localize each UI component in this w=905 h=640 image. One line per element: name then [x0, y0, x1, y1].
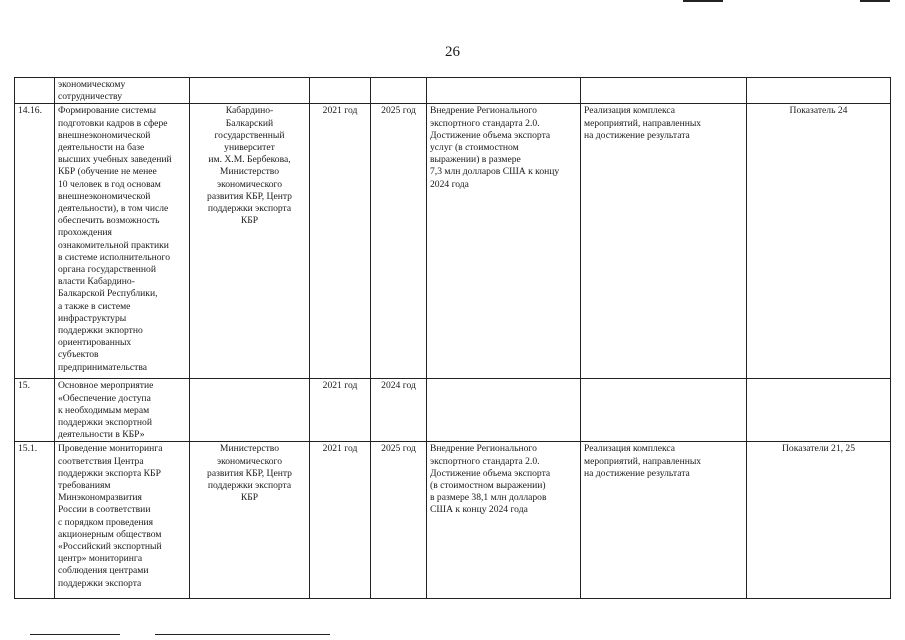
cell-effect — [427, 78, 581, 104]
cell-line: развития КБР, Центр — [207, 190, 292, 202]
cell-line: на достижение результата — [584, 467, 690, 479]
cell-line: «Российский экспортный — [58, 541, 162, 553]
cell-line: «Обеспечение доступа — [58, 392, 151, 404]
measures-table — [14, 77, 891, 599]
cell-title — [55, 442, 190, 599]
cell-line: поддержки экспорта — [207, 203, 292, 215]
cell-line: поддержки экспорта КБР — [58, 467, 161, 479]
cell-line: поддержки экпортно — [58, 325, 143, 337]
cell-line: КБР — [240, 215, 259, 227]
cell-line: поддержки экспорта — [58, 577, 142, 589]
footnote-rule-2 — [155, 634, 330, 635]
cell-line: субъектов — [58, 349, 99, 361]
cell-line: Основное мероприятие — [58, 380, 154, 392]
cell-line: экономическому — [58, 79, 126, 90]
cell-indicator — [747, 78, 891, 104]
cell-line: Балкарской Республики, — [58, 288, 158, 300]
cell-line: обеспечить возможность — [58, 215, 160, 227]
cell-responsible — [190, 379, 310, 442]
cell-indicator — [747, 379, 891, 442]
cell-end-year: 2025 год — [371, 442, 427, 599]
cell-start-year: 2021 год — [310, 379, 371, 442]
cell-line: Достижение объема экспорта — [430, 129, 551, 141]
footnote-rule — [30, 634, 120, 635]
cell-line: России в соответствии — [58, 504, 151, 516]
cell-title — [55, 379, 190, 442]
cell-line: в размере 38,1 млн долларов — [430, 492, 547, 504]
cell-line: акционерным обществом — [58, 528, 162, 540]
cell-start-year: 2021 год — [310, 104, 371, 379]
cell-line: органа государственной — [58, 264, 156, 276]
cell-line: инфраструктуры — [58, 312, 127, 324]
cell-line: прохождения — [58, 227, 112, 239]
cell-title — [55, 78, 190, 104]
cell-line: Минэкономразвития — [58, 492, 142, 504]
cell-line: Реализация комплекса — [584, 443, 676, 455]
cell-line: выражении) в размере — [430, 154, 521, 166]
cell-line: Внедрение Регионального — [430, 443, 537, 455]
cell-line: Внедрение Регионального — [430, 105, 537, 117]
cell-effect — [427, 442, 581, 599]
cell-line: Достижение объема экспорта — [430, 467, 551, 479]
cell-line: требованиям — [58, 480, 111, 492]
cell-line: Министерство — [219, 166, 280, 178]
table-row — [15, 78, 891, 104]
cell-line: КБР — [240, 492, 259, 504]
cell-line: Кабардино- — [225, 105, 274, 117]
cell-line: сотрудничеству — [58, 91, 123, 103]
cell-line: университет — [224, 142, 275, 154]
cell-line: высших учебных заведений — [58, 154, 172, 166]
cell-line: предпринимательства — [58, 361, 148, 373]
cell-line: США к концу 2024 года — [430, 504, 528, 516]
cell-line: внешнеэкономической — [58, 129, 151, 141]
cell-number: 15.1. — [15, 442, 55, 599]
cell-line: Реализация комплекса — [584, 105, 676, 117]
cell-link — [581, 78, 747, 104]
cell-line: власти Кабардино- — [58, 276, 135, 288]
cell-line: с порядком проведения — [58, 516, 154, 528]
cell-responsible — [190, 104, 310, 379]
cell-line: экономического — [216, 455, 283, 467]
cell-line: им. Х.М. Бербекова, — [208, 154, 291, 166]
cell-end-year — [371, 78, 427, 104]
cell-line: на достижение результата — [584, 129, 690, 141]
cell-start-year: 2021 год — [310, 442, 371, 599]
top-rule-right — [860, 0, 890, 2]
cell-line: деятельности на базе — [58, 142, 145, 154]
cell-line: соответствия Центра — [58, 455, 144, 467]
top-rule — [683, 0, 723, 2]
cell-start-year — [310, 78, 371, 104]
cell-indicator: Показатели 21, 25 — [747, 442, 891, 599]
cell-line: услуг (в стоимостном — [430, 142, 519, 154]
cell-responsible — [190, 442, 310, 599]
cell-line: ориентированных — [58, 337, 132, 349]
cell-line: поддержки экспортной — [58, 417, 152, 429]
cell-line: развития КБР, Центр — [207, 467, 292, 479]
cell-line: КБР (обучение не менее — [58, 166, 157, 178]
cell-line: государственный — [214, 129, 285, 141]
cell-line: поддержки экспорта — [207, 480, 292, 492]
table-row — [15, 442, 891, 599]
cell-line: мероприятий, направленных — [584, 455, 702, 467]
cell-link — [581, 104, 747, 379]
cell-line: Проведение мониторинга — [58, 443, 163, 455]
cell-line: 7,3 млн долларов США к концу — [430, 166, 560, 178]
cell-indicator: Показатель 24 — [747, 104, 891, 379]
cell-line: 10 человек в год основам — [58, 178, 161, 190]
cell-line: Министерство — [219, 443, 280, 455]
cell-responsible — [190, 78, 310, 104]
table-row — [15, 104, 891, 379]
table-row — [15, 379, 891, 442]
table-body — [15, 78, 891, 599]
cell-number: 14.16. — [15, 104, 55, 379]
cell-line: в системе исполнительного — [58, 251, 171, 263]
cell-line: 2024 года — [430, 178, 469, 190]
page-number: 26 — [445, 44, 460, 60]
cell-line: деятельности), в том числе — [58, 203, 169, 215]
cell-effect — [427, 379, 581, 442]
cell-line: к необходимым мерам — [58, 404, 150, 416]
cell-line: деятельности в КБР» — [58, 429, 145, 441]
cell-effect — [427, 104, 581, 379]
cell-line: мероприятий, направленных — [584, 117, 702, 129]
cell-number: 15. — [15, 379, 55, 442]
cell-link — [581, 442, 747, 599]
cell-title — [55, 104, 190, 379]
cell-end-year: 2024 год — [371, 379, 427, 442]
cell-line: ознакомительной практики — [58, 239, 169, 251]
cell-number — [15, 78, 55, 104]
cell-link — [581, 379, 747, 442]
cell-line: Формирование системы — [58, 105, 157, 117]
cell-line: центр» мониторинга — [58, 553, 143, 565]
cell-line: Балкарский — [225, 117, 274, 129]
cell-line: экономического — [216, 178, 283, 190]
cell-line: а также в системе — [58, 300, 131, 312]
cell-line: экспортного стандарта 2.0. — [430, 455, 540, 467]
cell-end-year: 2025 год — [371, 104, 427, 379]
cell-line: соблюдения центрами — [58, 565, 149, 577]
cell-line: экспортного стандарта 2.0. — [430, 117, 540, 129]
cell-line: подготовки кадров в сфере — [58, 117, 168, 129]
cell-line: (в стоимостном выражении) — [430, 480, 546, 492]
cell-line: внешнеэкономической — [58, 190, 151, 202]
